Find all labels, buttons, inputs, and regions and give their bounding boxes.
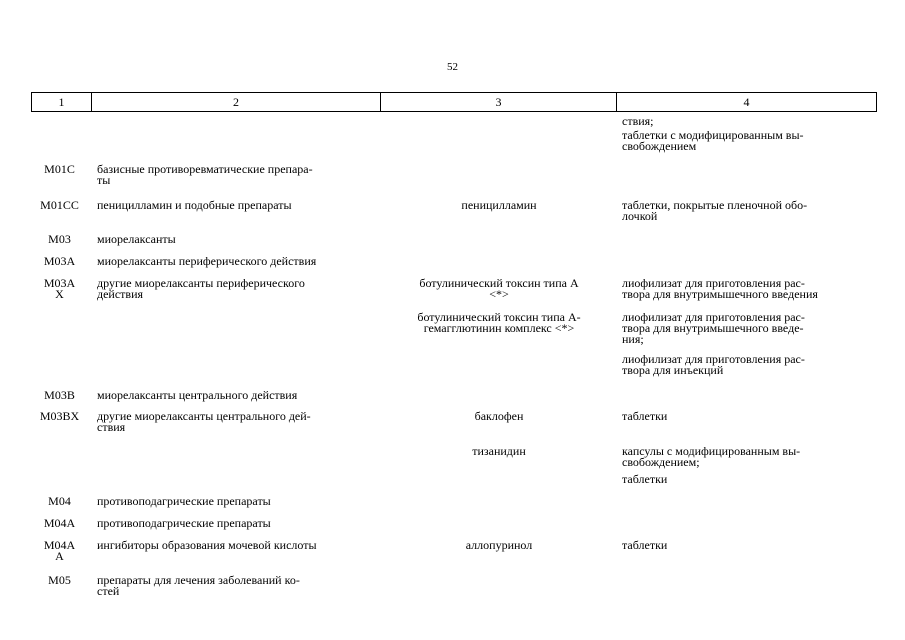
atc-code: M03BX xyxy=(39,409,80,423)
group-name: ингибиторы образования мочевой кислоты xyxy=(97,538,317,552)
atc-code: M05 xyxy=(48,573,71,587)
dosage-form-item: капсулы с модифицированным вы- свобождением; xyxy=(622,444,801,469)
group-name: противоподагрические препараты xyxy=(97,494,271,508)
drug-name: тизанидин xyxy=(472,444,526,458)
drug-name: ботулинический токсин типа A- гемагглютинин комплекс <*> xyxy=(417,310,581,335)
group-name: миорелаксанты центрального действия xyxy=(97,388,298,402)
drug-name: ботулинический токсин типа A <*> xyxy=(419,276,579,301)
atc-code: M04A A xyxy=(43,538,76,563)
atc-code: M03 xyxy=(48,232,71,246)
dosage-form-item: таблетки xyxy=(622,538,668,552)
atc-code: M03A xyxy=(43,254,76,268)
group-name: другие миорелаксанты центрального дей- ствия xyxy=(97,409,311,434)
dosage-form-item: лиофилизат для приготовления рас- твора для инъекций xyxy=(622,352,805,377)
group-name: противоподагрические препараты xyxy=(97,516,271,530)
page-number: 52 xyxy=(447,61,458,73)
dosage-form-item: таблетки с модифицированным вы- свобождением xyxy=(622,128,804,153)
group-name: миорелаксанты xyxy=(97,232,176,246)
header-col-4: 4 xyxy=(617,93,877,112)
atc-code: M01CC xyxy=(40,198,79,212)
header-col-1: 1 xyxy=(32,93,92,112)
drug-name: баклофен xyxy=(474,409,524,423)
dosage-form-item: таблетки xyxy=(622,472,668,486)
header-col-2: 2 xyxy=(92,93,381,112)
group-name: препараты для лечения заболеваний ко- стей xyxy=(97,573,300,598)
drug-name: аллопуринол xyxy=(465,538,533,552)
dosage-form-item: таблетки xyxy=(622,409,668,423)
dosage-form-item: лиофилизат для приготовления рас- твора для внутримышечного введе- ния; xyxy=(622,310,805,346)
table-header xyxy=(31,92,877,112)
group-name: базисные противоревматические препара- ты xyxy=(97,162,313,187)
group-name: пеницилламин и подобные препараты xyxy=(97,198,292,212)
dosage-form-item: лиофилизат для приготовления рас- твора для внутримышечного введения xyxy=(622,276,818,301)
dosage-form-item: таблетки, покрытые пленочной обо- лочкой xyxy=(622,198,808,223)
header-col-3: 3 xyxy=(381,93,617,112)
group-name: миорелаксанты периферического действия xyxy=(97,254,317,268)
atc-code: M03A X xyxy=(43,276,76,301)
atc-code: M04A xyxy=(43,516,76,530)
atc-code: M01C xyxy=(44,162,75,176)
atc-code: M03B xyxy=(44,388,75,402)
dosage-form-item: ствия; xyxy=(622,114,654,128)
drug-name: пеницилламин xyxy=(461,198,537,212)
group-name: другие миорелаксанты периферического действия xyxy=(97,276,305,301)
atc-code: M04 xyxy=(48,494,71,508)
